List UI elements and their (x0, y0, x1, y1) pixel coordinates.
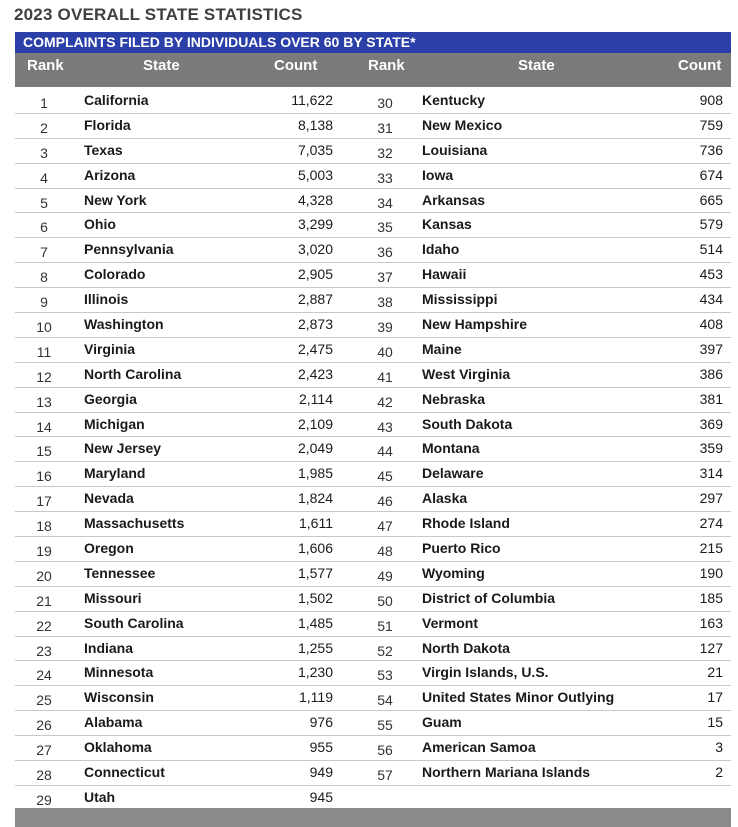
table-row (15, 164, 731, 189)
rank-cell: 43 (377, 418, 393, 435)
table-banner: COMPLAINTS FILED BY INDIVIDUALS OVER 60 BY STATE* (15, 32, 731, 53)
count-cell: 2,905 (297, 266, 333, 283)
rank-cell: 38 (377, 294, 393, 311)
state-cell: Delaware (422, 465, 484, 482)
state-cell: Georgia (84, 390, 137, 407)
state-cell: American Samoa (422, 739, 536, 756)
count-cell: 185 (699, 589, 723, 606)
rank-cell: 2 (40, 119, 48, 136)
count-cell: 945 (309, 788, 333, 805)
rank-cell: 45 (377, 468, 393, 485)
header-state-right: State (518, 57, 555, 74)
count-cell: 453 (699, 266, 723, 283)
table-row (15, 612, 731, 637)
state-cell: Michigan (84, 415, 145, 432)
count-cell: 955 (309, 739, 333, 756)
state-cell: New Jersey (84, 440, 162, 457)
rank-cell: 36 (377, 244, 393, 261)
count-cell: 1,485 (297, 614, 333, 631)
state-cell: Wisconsin (84, 689, 154, 706)
rank-cell: 7 (40, 244, 48, 261)
state-cell: Arizona (84, 166, 136, 183)
count-cell: 1,606 (297, 540, 333, 557)
state-cell: Maine (422, 340, 462, 357)
table-row (15, 338, 731, 363)
state-cell: Louisiana (422, 141, 488, 158)
rank-cell: 48 (377, 543, 393, 560)
state-cell: Hawaii (422, 266, 467, 283)
rank-cell: 5 (40, 194, 48, 211)
state-cell: Missouri (84, 589, 142, 606)
state-cell: Tennessee (84, 564, 156, 581)
count-cell: 3,299 (297, 216, 333, 233)
table-footer-bar (15, 808, 731, 827)
count-cell: 2,423 (297, 365, 333, 382)
table-row (15, 711, 731, 736)
rank-cell: 25 (36, 692, 52, 709)
count-cell: 381 (699, 390, 723, 407)
count-cell: 127 (699, 639, 723, 656)
state-cell: Nevada (84, 490, 134, 507)
state-cell: Iowa (422, 166, 454, 183)
count-cell: 1,824 (297, 490, 333, 507)
count-cell: 2 (715, 764, 723, 781)
state-cell: Oklahoma (84, 739, 152, 756)
table-row (15, 313, 731, 338)
table-row (15, 437, 731, 462)
state-cell: Alaska (422, 490, 468, 507)
count-cell: 908 (699, 92, 723, 108)
rank-cell: 28 (36, 767, 52, 784)
state-cell: North Dakota (422, 639, 510, 656)
count-cell: 274 (699, 515, 723, 532)
rank-cell: 10 (36, 319, 52, 336)
rank-cell: 44 (377, 443, 393, 460)
count-cell: 514 (699, 241, 723, 258)
count-cell: 21 (707, 664, 723, 681)
count-cell: 3,020 (297, 241, 333, 258)
table-row (15, 686, 731, 711)
count-cell: 579 (699, 216, 723, 233)
state-cell: Montana (422, 440, 480, 457)
table-row (15, 413, 731, 438)
table-row (15, 512, 731, 537)
state-cell: Maryland (84, 465, 146, 482)
table-row (15, 562, 731, 587)
state-cell: Washington (84, 316, 164, 333)
count-cell: 1,255 (297, 639, 333, 656)
rank-cell: 47 (377, 518, 393, 535)
rank-cell: 57 (377, 767, 393, 784)
rank-cell: 52 (377, 642, 393, 659)
count-cell: 2,114 (299, 390, 333, 407)
count-cell: 736 (699, 141, 723, 158)
rank-cell: 39 (377, 319, 393, 336)
rank-cell: 4 (40, 169, 48, 186)
table-header (15, 53, 731, 87)
rank-cell: 34 (377, 194, 393, 211)
rank-cell: 50 (377, 592, 393, 609)
count-cell: 949 (309, 764, 333, 781)
count-cell: 2,109 (297, 415, 333, 432)
state-cell: District of Columbia (422, 589, 556, 606)
state-cell: Vermont (422, 614, 479, 631)
state-cell: Indiana (84, 639, 134, 656)
rank-cell: 53 (377, 667, 393, 684)
rank-cell: 19 (36, 543, 52, 560)
table-row (15, 114, 731, 139)
rank-cell: 6 (40, 219, 48, 236)
rank-cell: 51 (377, 617, 393, 634)
count-cell: 17 (707, 689, 723, 706)
rank-cell: 32 (377, 144, 393, 161)
count-cell: 2,049 (297, 440, 333, 457)
count-cell: 759 (699, 116, 723, 133)
count-cell: 11,622 (291, 92, 333, 108)
state-cell: Idaho (422, 241, 460, 258)
rank-cell: 21 (36, 592, 52, 609)
state-cell: Virginia (84, 340, 136, 357)
rank-cell: 29 (36, 791, 52, 808)
count-cell: 674 (699, 166, 723, 183)
table-row (15, 263, 731, 288)
rank-cell: 54 (377, 692, 393, 709)
table-row (15, 661, 731, 686)
state-cell: South Carolina (84, 614, 184, 631)
count-cell: 408 (699, 316, 723, 333)
state-cell: Guam (422, 714, 462, 731)
count-cell: 15 (707, 714, 723, 731)
header-count-left: Count (274, 57, 318, 74)
state-cell: New Mexico (422, 116, 503, 133)
state-cell: Wyoming (422, 564, 485, 581)
count-cell: 1,611 (299, 515, 333, 532)
state-cell: Ohio (84, 216, 116, 233)
table-row (15, 736, 731, 761)
count-cell: 5,003 (297, 166, 333, 183)
state-cell: United States Minor Outlying (422, 689, 615, 706)
count-cell: 163 (699, 614, 723, 631)
rank-cell: 12 (36, 368, 52, 385)
rank-cell: 13 (36, 393, 52, 410)
rank-cell: 23 (36, 642, 52, 659)
state-cell: Illinois (84, 291, 129, 308)
rank-cell: 49 (377, 567, 393, 584)
rank-cell: 15 (36, 443, 52, 460)
rank-cell: 41 (377, 368, 393, 385)
state-cell: Minnesota (84, 664, 154, 681)
rank-cell: 37 (377, 269, 393, 286)
rank-cell: 9 (40, 294, 48, 311)
table-row (15, 189, 731, 214)
state-cell: Colorado (84, 266, 146, 283)
rank-cell: 16 (36, 468, 52, 485)
rank-cell: 22 (36, 617, 52, 634)
count-cell: 1,577 (297, 564, 333, 581)
table-body (15, 89, 731, 811)
state-cell: Nebraska (422, 390, 486, 407)
state-cell: New York (84, 191, 147, 208)
rank-cell: 27 (36, 742, 52, 759)
table-row (15, 537, 731, 562)
state-cell: Puerto Rico (422, 540, 501, 557)
count-cell: 1,119 (299, 689, 333, 706)
header-count-right: Count (678, 57, 722, 74)
count-cell: 297 (699, 490, 723, 507)
state-cell: Kansas (422, 216, 472, 233)
count-cell: 386 (699, 365, 723, 382)
state-cell: Florida (84, 116, 131, 133)
state-cell: New Hampshire (422, 316, 528, 333)
count-cell: 434 (699, 291, 723, 308)
state-cell: North Carolina (84, 365, 182, 382)
table-row (15, 462, 731, 487)
state-cell: Kentucky (422, 92, 486, 108)
count-cell: 1,230 (297, 664, 333, 681)
rank-cell: 46 (377, 493, 393, 510)
rank-cell: 42 (377, 393, 393, 410)
count-cell: 1,985 (297, 465, 333, 482)
page-title: 2023 OVERALL STATE STATISTICS (14, 5, 303, 24)
state-cell: Massachusetts (84, 515, 185, 532)
state-cell: California (84, 92, 149, 108)
count-cell: 1,502 (297, 589, 333, 606)
count-cell: 7,035 (297, 141, 333, 158)
state-cell: West Virginia (422, 365, 511, 382)
state-cell: Mississippi (422, 291, 498, 308)
rank-cell: 26 (36, 717, 52, 734)
header-rank-right: Rank (368, 57, 405, 74)
rank-cell: 33 (377, 169, 393, 186)
table-row (15, 363, 731, 388)
table-row (15, 487, 731, 512)
rank-cell: 24 (36, 667, 52, 684)
rank-cell: 8 (40, 269, 48, 286)
count-cell: 2,887 (297, 291, 333, 308)
state-cell: Rhode Island (422, 515, 510, 532)
state-cell: Arkansas (422, 191, 486, 208)
rank-cell: 3 (40, 144, 48, 161)
count-cell: 3 (715, 739, 723, 756)
count-cell: 8,138 (297, 116, 333, 133)
rank-cell: 40 (377, 343, 393, 360)
count-cell: 2,475 (297, 340, 333, 357)
rank-cell: 20 (36, 567, 52, 584)
state-cell: Pennsylvania (84, 241, 174, 258)
table-row (15, 388, 731, 413)
table-row (15, 587, 731, 612)
count-cell: 397 (699, 340, 723, 357)
count-cell: 4,328 (297, 191, 333, 208)
rank-cell: 14 (36, 418, 52, 435)
state-cell: Oregon (84, 540, 134, 557)
count-cell: 2,873 (297, 316, 333, 333)
rank-cell: 30 (377, 95, 393, 111)
table-row (15, 288, 731, 313)
state-cell: Utah (84, 788, 116, 805)
count-cell: 976 (309, 714, 333, 731)
count-cell: 190 (699, 564, 723, 581)
table-row (15, 637, 731, 662)
state-cell: Texas (84, 141, 123, 158)
table-row (15, 89, 731, 114)
table-row (15, 761, 731, 786)
rank-cell: 35 (377, 219, 393, 236)
rank-cell: 17 (36, 493, 52, 510)
rank-cell: 56 (377, 742, 393, 759)
count-cell: 314 (699, 465, 723, 482)
rank-cell: 11 (36, 343, 52, 360)
state-cell: Virgin Islands, U.S. (422, 664, 549, 681)
state-cell: Alabama (84, 714, 143, 731)
table-row (15, 213, 731, 238)
count-cell: 665 (699, 191, 723, 208)
rank-cell: 1 (40, 95, 48, 111)
table-row (15, 139, 731, 164)
state-cell: Northern Mariana Islands (422, 764, 591, 781)
rank-cell: 31 (377, 119, 393, 136)
count-cell: 215 (699, 540, 723, 557)
state-cell: South Dakota (422, 415, 513, 432)
header-rank-left: Rank (27, 57, 64, 74)
table-row (15, 238, 731, 263)
state-cell: Connecticut (84, 764, 165, 781)
rank-cell: 18 (36, 518, 52, 535)
rank-cell: 55 (377, 717, 393, 734)
count-cell: 369 (699, 415, 723, 432)
count-cell: 359 (699, 440, 723, 457)
header-state-left: State (143, 57, 180, 74)
